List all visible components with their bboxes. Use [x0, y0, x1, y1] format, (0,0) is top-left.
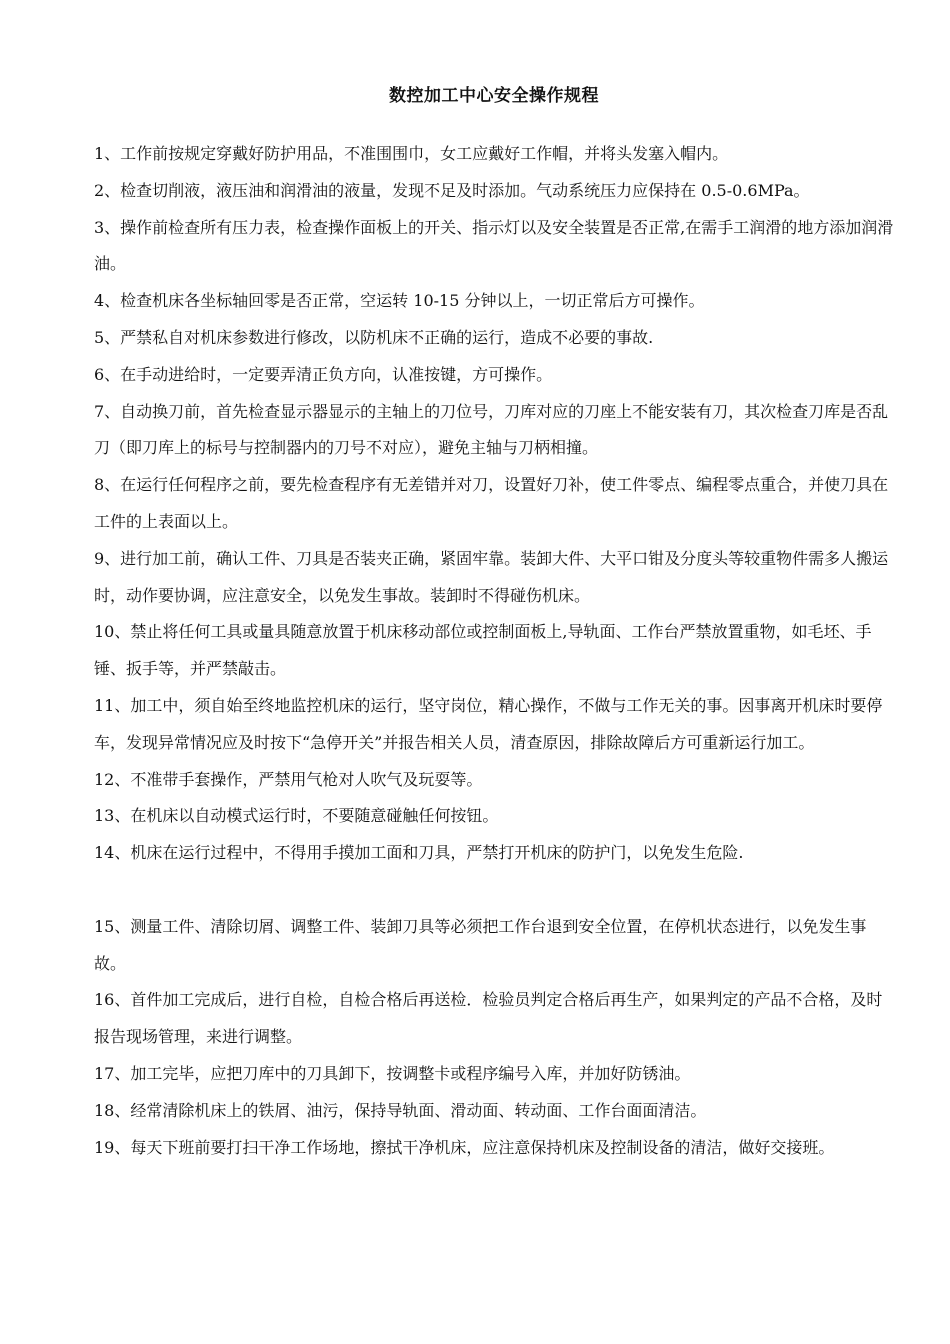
rule-item-7: 7、自动换刀前，首先检查显示器显示的主轴上的刀位号，刀库对应的刀座上不能安装有刀，其次检查刀库是否乱刀（即刀库上的标号与控制器内的刀号不对应），避免主轴与刀柄相撞。: [94, 401, 889, 458]
rule-item-3: 3、操作前检查所有压力表，检查操作面板上的开关、指示灯以及安全装置是否正常,在需手工润滑的地方添加润滑油。: [94, 217, 894, 274]
rule-item-9: 9、进行加工前，确认工件、刀具是否装夹正确，紧固牢靠。装卸大件、大平口钳及分度头等较重物件需多人搬运时，动作要协调，应注意安全，以免发生事故。装卸时不得碰伤机床。: [94, 548, 889, 605]
document-title: 数控加工中心安全操作规程: [389, 86, 599, 106]
rule-item-4: 4、检查机床各坐标轴回零是否正常，空运转 10-15 分钟以上，一切正常后方可操作。: [94, 291, 705, 311]
rule-item-6: 6、在手动进给时，一定要弄清正负方向，认准按键，方可操作。: [94, 364, 553, 384]
rule-item-18: 18、经常清除机床上的铁屑、油污，保持导轨面、滑动面、转动面、工作台面面清洁。: [94, 1100, 707, 1120]
blank-line: [94, 872, 894, 909]
rule-item-5: 5、严禁私自对机床参数进行修改，以防机床不正确的运行，造成不必要的事故.: [94, 327, 654, 347]
rule-item-2: 2、检查切削液，液压油和润滑油的液量，发现不足及时添加。气动系统压力应保持在 0.5-0.6MPa。: [94, 180, 810, 200]
rule-item-14: 14、机床在运行过程中，不得用手摸加工面和刀具，严禁打开机床的防护门，以免发生危险.: [94, 843, 744, 863]
document-page: [94, 82, 894, 1166]
rule-item-11: 11、加工中，须自始至终地监控机床的运行，坚守岗位，精心操作，不做与工作无关的事。因事离开机床时要停车，发现异常情况应及时按下“急停开关”并报告相关人员，清查原因，排除故障后方可重新运行加工。: [94, 695, 883, 752]
rule-item-8: 8、在运行任何程序之前，要先检查程序有无差错并对刀，设置好刀补，使工件零点、编程零点重合，并使刀具在工件的上表面以上。: [94, 475, 889, 531]
rule-item-17: 17、加工完毕，应把刀库中的刀具卸下，按调整卡或程序编号入库，并加好防锈油。: [94, 1063, 691, 1083]
rule-item-1: 1、工作前按规定穿戴好防护用品，不准围围巾，女工应戴好工作帽，并将头发塞入帽内。: [94, 144, 729, 163]
rule-item-12: 12、不准带手套操作，严禁用气枪对人吹气及玩耍等。: [94, 769, 483, 789]
rule-item-15: 15、测量工件、清除切屑、调整工件、装卸刀具等必须把工作台退到安全位置，在停机状态进行，以免发生事故。: [94, 916, 867, 973]
rule-item-19: 19、每天下班前要打扫干净工作场地，擦拭干净机床，应注意保持机床及控制设备的清洁，做好交接班。: [94, 1137, 835, 1157]
rule-item-13: 13、在机床以自动模式运行时，不要随意碰触任何按钮。: [94, 806, 499, 826]
rule-item-10: 10、禁止将任何工具或量具随意放置于机床移动部位或控制面板上,导轨面、工作台严禁放置重物，如毛坯、手锤、扳手等，并严禁敲击。: [94, 622, 872, 679]
rule-item-16: 16、首件加工完成后，进行自检，自检合格后再送检．检验员判定合格后再生产，如果判定的产品不合格，及时报告现场管理，来进行调整。: [94, 990, 883, 1047]
